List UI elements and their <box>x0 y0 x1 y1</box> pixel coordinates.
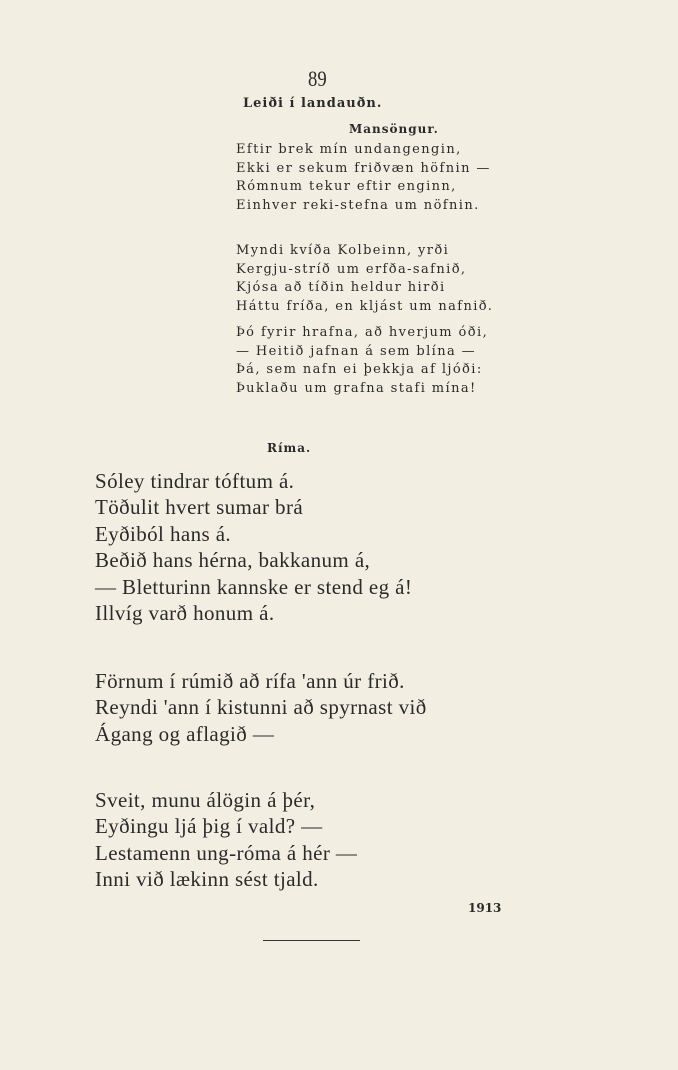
verse-line: Þuklaðu um grafna stafi mína! <box>236 380 477 396</box>
verse-line: Sveit, munu álögin á þér, <box>95 788 316 812</box>
section-heading-mansongur: Mansöngur. <box>349 122 439 136</box>
stanza <box>95 668 427 747</box>
verse-line: Háttu fríða, en kljást um nafnið. <box>236 298 494 314</box>
verse-line: Eyðingu ljá þig í vald? — <box>95 814 323 839</box>
poem-title: Leiði í landauðn. <box>243 96 383 111</box>
verse-line: Lestamenn ung-róma á hér — <box>95 840 358 865</box>
verse-line: Þó fyrir hrafna, að hverjum óði, <box>236 325 489 340</box>
verse-line: — Heitið jafnan á sem blína — <box>236 343 477 359</box>
divider-rule <box>263 940 360 941</box>
section-heading-rima: Ríma. <box>267 441 312 455</box>
verse-line: Illvíg varð honum á. <box>95 601 275 626</box>
verse-line: Ekki er sekum friðvæn höfnin — <box>236 160 491 176</box>
page-number: 89 <box>308 66 327 91</box>
verse-line: Eyðiból hans á. <box>95 521 232 546</box>
verse-line: Ágang og aflagið — <box>95 721 275 746</box>
verse-line: — Bletturinn kannske er stend eg á! <box>95 574 413 599</box>
verse-line: Förnum í rúmið að rífa 'ann úr frið. <box>95 669 405 693</box>
stanza <box>236 141 491 215</box>
stanza <box>236 242 493 316</box>
verse-line: Reyndi 'ann í kistunni að spyrnast við <box>95 695 427 720</box>
verse-line: Inni við lækinn sést tjald. <box>95 867 319 892</box>
verse-line: Rómnum tekur eftir enginn, <box>236 179 457 195</box>
verse-line: Þá, sem nafn ei þekkja af ljóði: <box>236 362 483 378</box>
year: 1913 <box>468 901 502 915</box>
verse-line: Sóley tindrar tóftum á. <box>95 469 295 493</box>
verse-line: Beðið hans hérna, bakkanum á, <box>95 548 371 573</box>
verse-line: Töðulit hvert sumar brá <box>95 495 304 520</box>
stanza <box>236 324 488 398</box>
verse-line: Kergju-stríð um erfða-safnið, <box>236 261 467 277</box>
stanza <box>95 787 357 893</box>
verse-line: Kjósa að tíðin heldur hirði <box>236 280 446 296</box>
verse-line: Eftir brek mín undangengin, <box>236 142 462 157</box>
verse-line: Einhver reki-stefna um nöfnin. <box>236 197 480 213</box>
verse-line: Myndi kvíða Kolbeinn, yrði <box>236 243 450 258</box>
stanza <box>95 468 412 626</box>
